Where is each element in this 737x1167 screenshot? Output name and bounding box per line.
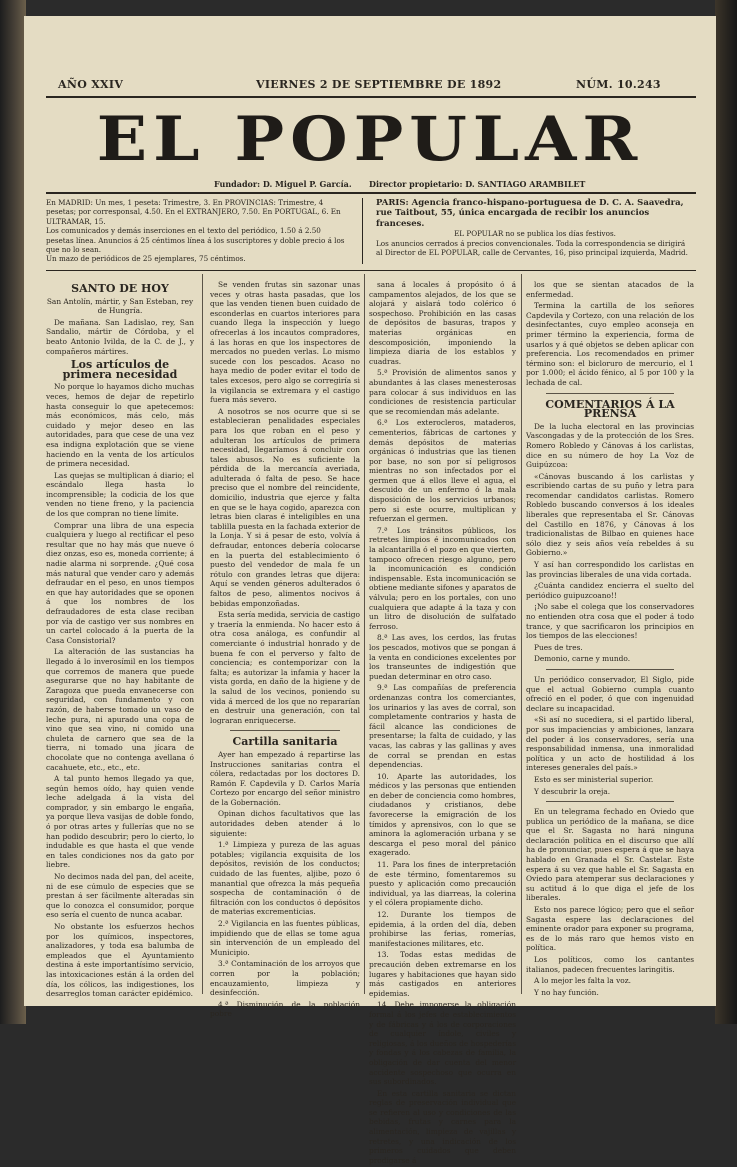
paris-agency	[376, 198, 694, 229]
paragraph: Esto es ser ministerial superior.	[534, 774, 654, 784]
subscription-rates: En MADRID: Un mes, 1 peseta: Trimestre, 3. En PROVINCIAS: Trimestre, 4 pesetas; por corresponsal, 4.50. En el EXTRANJERO, 7.50. En PORTUGAL, 6. En ULTRAMAR, 15.	[46, 198, 341, 226]
section-divider	[546, 669, 674, 670]
paragraph: Se venden frutas sin sazonar unas veces y otras hasta pasadas, que los que las venden tienen buen cuidado de esconderlas en cuartos interiores para cuando llega la inspección y luego ofrecerlas á los incautos compradores, á las horas en que los inspectores de mercados no pueden verlas. Lo mismo sucede con los pescados. Acaso no haya medio de poder evitar el todo de tales excesos, pero algo se corregiría si la vigilancia se extremara y el castigo fuera más severo.	[210, 280, 360, 405]
paragraph: Y no hay función.	[534, 987, 599, 997]
paragraph: 5.ª Provisión de alimentos sanos y abundantes á las clases menesterosas para colocar á sus individuos en las condiciones de resistencia particular que se recomiendan más adelante.	[369, 368, 516, 416]
paragraph: los que se sientan atacados de la enfermedad.	[526, 280, 694, 299]
column-divider-1	[202, 274, 203, 994]
header-divider	[362, 198, 363, 264]
paragraph: Y descubrir la oreja.	[534, 786, 611, 796]
issue-number: NÚM. 10.243	[576, 78, 661, 91]
prensa-heading: COMENTARIOS Á LA PRENSA	[545, 397, 675, 421]
paragraph: De la lucha electoral en las provincias Vascongadas y de la protección de los Sres. Romero Robledo y Cánovas á los carlistas, dice en su número de hoy La Voz de Guipúzcoa:	[526, 421, 694, 470]
paragraph: Y así han correspondido los carlistas en las provincias liberales de una vida cortada.	[526, 560, 694, 579]
paragraph: En esta cartilla sanitaria se dictan reglas de preservación individual que se refieren al uso y condiciones de las bebidas, frutas y carnes para la alimentación, limpieza de vajillas y retretes, y una indicación de los primeros cuidados que deben prodigarse á	[369, 1088, 516, 1165]
paragraph: Un periódico conservador, El Siglo, pide que el actual Gobierno cumpla cuanto ofreció en el poder, ó que con ingenuidad declare su incapacidad.	[526, 674, 694, 713]
insertion-rates: Los comunicados y demás inserciones en el texto del periódico, 1.50 á 2.50 pesetas línea. Anuncios á 25 céntimos línea á los suscriptores y doble precio á los que no lo sean.	[46, 226, 345, 255]
paragraph: Pues de tres.	[534, 642, 583, 652]
paragraph: No porque lo hayamos dicho muchas veces, hemos de dejar de repetirlo hasta conseguir lo que apetecemos: más económicos, más celo, más cuidado y mejor deseo en las autoridades, para que cese de una vez esa indigna explotación que se viene haciendo en la venta de los artículos de primera necesidad.	[46, 382, 194, 469]
paragraph: 3.ª Contaminación de los arroyos que corren por la población; encauzamiento, limpieza y desinfección.	[210, 959, 360, 998]
paragraph: Esta sería medida, servicia de castigo y traería la enmienda. No hacer esto á otra cosa análoga, es confundir al comerciante ó industrial honrado y de buena fe con el perverso y falto de conciencia; es contemporizar con la falta; es autorizar la infamia y hacer la vista gorda, en daño de la higiene y de la salud de los vecinos, poniendo su vida á merced de los que no repararían en destruir una generación, con tal lograran enriquecerse.	[210, 610, 360, 725]
column-2	[210, 280, 360, 1021]
paragraph: «Cánovas buscando á los carlistas y escribiendo cartas de su puño y letra para recomendar candidatos carlistas. Romero Robledo buscando conversos á los ideales liberales que representaba el Sr. Cánovas del Castillo en 1876, y Cánovas á los tradicionalistas de Bilbao en quienes hace sólo diez y seis años veía rebeldes á su Gobierno.»	[526, 471, 694, 558]
paragraph: 4.ª Disminución de la población pobre	[210, 999, 360, 1019]
santo-text-2: De mañana. San Ladislao, rey, San Sandalio, mártir de Córdoba, y el beato Antonio Ivilda, de la C. de J., y compañeros mártires.	[46, 317, 194, 356]
column-divider-2	[364, 274, 365, 994]
paragraph: 13. Todas estas medidas de precaución deben extremarse en los lugares y habitaciones que hayan sido más castigados en anteriores epidemias.	[369, 950, 516, 998]
column-3	[369, 280, 516, 1167]
article-heading: Los artículos de primera necesidad	[62, 358, 178, 381]
paragraph: 8.ª Las aves, los cerdos, las frutas los pescados, motivos que se pongan á la venta en condiciones excelentes por los transeuntes de indigestión que puedan determinar en otro caso.	[369, 633, 516, 681]
column-1	[46, 280, 194, 1001]
paragraph: No obstante los esfuerzos hechos por los químicos, inspectores, analizadores, y toda esa balumba de empleados que el Ayuntamiento destina á este importantísimo servicio, las intoxicaciones están á la orden del día, los cólicos, las indigestiones, los desarreglos toman carácter epidémico.	[46, 922, 194, 999]
paragraph: Demonio, carne y mundo.	[534, 654, 631, 664]
paragraph: La alteración de las sustancias ha llegado á lo inverosímil en los tiempos que corremos de manera que puede asegurarse que no hay habitante de Zaragoza que pueda envanecerse con seguridad, con fundamento y con razón, de haberse tomado un vaso de leche pura, ni apurado una copa de vino que sea vino, ni comido una chuleta de carnero que sea de la tierra, ni tomado una jícara de chocolate que no contenga avellana ó cacahuete, etc., etc., etc.	[46, 647, 194, 772]
year-label: AÑO XXIV	[58, 78, 124, 91]
paragraph: En un telegrama fechado en Oviedo que publica un periódico de la mañana, se dice que el Sr. Sagasta no hará ninguna declaración política en el discurso que allí ha de pronunciar, pues espera á que se haya hablado en Granada el Sr. Castelar. Este espera á su vez que hable el Sr. Sagasta en Oviedo para atemperar sus declaraciones y su actitud á lo que diga el jefe de los liberales.	[526, 807, 694, 903]
paragraph: A lo mejor les falta la voz.	[534, 976, 631, 986]
masthead-rule-top	[46, 96, 696, 98]
paris-agency-text: PARIS: Agencia franco-hispano-portuguesa de D. C. A. Saavedra, rue Taitbout, 55, única encargada de recibir los anuncios franceses.	[376, 198, 684, 229]
paragraph: No decimos nada del pan, del aceite, ni de ese cúmulo de especies que se prestan á ser fácilmente alteradas sin que lo conozca el consumidor, porque eso sería el cuento de nunca acabar.	[46, 872, 194, 920]
founder-credit: Fundador: D. Miguel P. García.	[214, 179, 352, 189]
paragraph: Termina la cartilla de los señores Capdevila y Cortezo, con una relación de los desinfectantes, cuyo empleo aconseja en primer término la experiencia, forma de usarlos y á qué objetos se deben aplicar con preferencia. Los recomendados en primer término son: el bicloruro de mercurio, el 1 por 1.000; el ácido fénico, al 5 por 100 y la lechada de cal.	[526, 301, 694, 387]
newspaper-page	[24, 16, 716, 1165]
paragraph: 1.ª Limpieza y pureza de las aguas potables; vigilancia exquisita de los depósitos, revisión de los conductos; cuidado de las fuentes, aljibe, pozo ó manantial que ofrezca la más pequeña sospecha de contaminación ó de filtración con los conductos ó depósitos de materias excrementicias.	[210, 840, 360, 917]
paragraph: «Si así no sucediera, si el partido liberal, por sus impaciencias y ambiciones, lanzara del poder á los conservadores, sería una responsabilidad inmensa, una inmoralidad política y un acto de hostilidad á los intereses generales del país.»	[526, 715, 694, 773]
newspaper-title: EL POPULAR	[96, 103, 644, 175]
paragraph: Las quejas se multiplican á diario; el escándalo llega hasta lo incomprensible; la codicia de los que venden no tiene freno, y la paciencia de los que compran no tiene límite.	[46, 470, 194, 519]
correspondence-notice: Los anuncios cerrados á precios convencionales. Toda la correspondencia se dirigirá al Director de EL POPULAR, calle de Cervantes, 16, piso principal izquierda, Madrid.	[376, 238, 688, 258]
paragraph: 2.ª Vigilancia en las fuentes públicas, impidiendo que de ellas se tome agua sin intervención de un empleado del Municipio.	[210, 919, 360, 957]
paragraph: 7.ª Los tránsitos públicos, los retretes limpios é incomunicados con la alcantarilla ó el pozo en que vierten, tampoco ofrecen riesgo alguno, pero la incomunicación es condición indispensable. Esta incomunicación se obtiene mediante sifones y aparatos de válvula; pero en los portales, con uno cualquiera que adapte á la taza y con un litro de disolución de sulfatado ferroso.	[369, 525, 516, 631]
section-divider	[230, 730, 340, 731]
paragraph: Comprar una libra de una especia cualquiera y luego al rectificar el peso resultar que no hay más que nueve ó diez onzas, eso es, moneda corriente; á nadie alarma ni sorprende. ¿Qué cosa más natural que vender caro y además defraudar en el peso, en unos tiempos en que hay autoridades que se oponen á que los nombres de los defraudadores de esta clase reciban por vía de castigo ver sus nombres en un cartel colocado á la puerta de la Casa Consistorial?	[46, 520, 194, 645]
column-divider-3	[521, 274, 522, 994]
paragraph: Opinan dichos facultativos que las autoridades deben atender á lo siguiente:	[210, 809, 360, 838]
paragraph: ¿Cuánta candidez encierra el suelto del periódico guipuzcoano!!	[526, 581, 694, 600]
paragraph: Ayer han empezado á repartirse las Instrucciones sanitarias contra el cólera, redactadas por los doctores D. Ramón F. Capdevila y D. Carlos María Cortezo por encargo del señor ministro de la Gobernación.	[210, 749, 360, 807]
paragraph: A nosotros se nos ocurre que si se establecieran penalidades especiales para los que roban en el peso y adulteran los artículos de primera necesidad, llegaríamos á concluir con tales abusos. No es suficiente la pérdida de la mercancía averiada, adulterada ó falta de peso. Se hace preciso que el nombre del reincidente, domicilio, industria que ejerce y falta en que se le haya cogido, aparezca con letras bien claras é inteligibles en una tablilla puesta en la fachada exterior de la Lonja. Y si á pesar de esto, volvía á defraudar, entonces debería colocarse en la puerta del establecimiento ó puesto del vendedor de mala fe un rótulo con grandes letras que dijera: Aquí se venden géneros adulterados ó faltos de peso, alimentos nocivos á bebidas emponzoñadas.	[210, 406, 360, 608]
masthead-rule-bottom	[46, 192, 696, 194]
paragraph: 14. Debe imponerse la obligación formal á los jefes de establecimientos y de fábricas y á los de corporaciones de cualquier índole, civiles y religiosas, á los dueños de hospederías y fondas y á los cabezas de familia, la obligación de dar cuenta del menor accidente sospechoso que ocurra en sus subordinados.	[369, 1000, 516, 1087]
bundle-rates: Un mazo de periódicos de 25 ejemplares, 75 céntimos.	[46, 254, 246, 264]
paragraph: A tal punto hemos llegado ya que, según hemos oído, hay quien vende leche adelgada á la vista del comprador, y sin embargo le engaña, ya porque lleva vasijas de doble fondo, ó por otras artes y fullerías que no se han podido descubrir; pero lo cierto, lo indudable es que hasta el que vende en tales condiciones nos da gato por liebre.	[46, 774, 194, 870]
paragraph: Esto nos parece lógico; pero que el señor Sagasta espere las declaraciones del eminente orador para exponer su programa, es de lo más raro que hemos visto en política.	[526, 905, 694, 953]
paragraph: 11. Para los fines de interpretación de este término, fomentaremos su puesto y aplicación como precaución individual, ya las diarreas, la colerina y el cólera propiamente dicho.	[369, 860, 516, 908]
paragraph: 6.ª Los exterocleros, mataderos, cementerios, fábricas de cartones y demás depósitos de materias orgánicas ó industrias que las tienen por base, no son por sí peligrosos mientras no son infectados por el germen que á ellos lleve el agua, el descuido de un enfermo ó la mala disposición de los servicios urbanos; pero si este ocurre, multiplican y refuerzan el germen.	[369, 418, 516, 524]
subscription-block	[46, 198, 346, 264]
santo-text: San Antolín, mártir, y San Esteban, rey de Hungría.	[46, 296, 194, 316]
paris-agency-block	[376, 198, 694, 257]
page-edge	[715, 0, 737, 1024]
holiday-notice: EL POPULAR no se publica los días festivos.	[454, 229, 616, 239]
section-divider	[546, 801, 674, 802]
column-4	[526, 280, 694, 999]
book-binding	[0, 0, 26, 1024]
paragraph: Los políticos, como los cantantes italianos, padecen frecuentes laringitis.	[526, 955, 694, 974]
paragraph: 9.ª Las compañías de preferencia ordenanzas contra los comerciantes, los urinarios y las aves de corral, son completamente contrarios y hasta de fácil alcance las condiciones de presentarse; la falta de cuidado, y las vacas, las cabras y las gallinas y aves de corral se prendan en estas dependencias.	[369, 683, 516, 770]
santo-heading: SANTO DE HOY	[71, 282, 169, 295]
paragraph: 10. Aparte las autoridades, los médicos y las personas que entienden en deber de conciencia como hombres, ciudadanos y cristianos, debe favorecerse la emigración de los tímidos y aprensivos, con lo que se aminora la aglomeración urbana y se descarga el peso moral del pánico exagerado.	[369, 771, 516, 858]
paragraph: sana á locales á propósito ó á campamentos alejados, de los que se alojará y aislará todo colérico ó sospechoso. Prohibición en las casas de depósitos de basuras, trapos y materias orgánicas en descomposición, imponiendo la limpieza diaria de los establos y cuadras.	[369, 280, 516, 366]
columns-top-rule	[46, 270, 696, 271]
section-divider	[546, 393, 674, 394]
director-credit: Director propietario: D. SANTIAGO ARAMBILET	[369, 179, 586, 189]
cartilla-heading: Cartilla sanitaria	[232, 735, 338, 749]
paragraph: 12. Durante los tiempos de epidemia, á la orden del día, deben prohibirse las ferias, romerías, manifestaciones militares, etc.	[369, 910, 516, 948]
date-label: VIERNES 2 DE SEPTIEMBRE DE 1892	[256, 78, 502, 91]
paragraph: ¡No sabe el colega que los conservadores no entienden otra cosa que el poder á todo trance, y que sacrificaron los principios en los tiempos de las elecciones!	[526, 602, 694, 641]
